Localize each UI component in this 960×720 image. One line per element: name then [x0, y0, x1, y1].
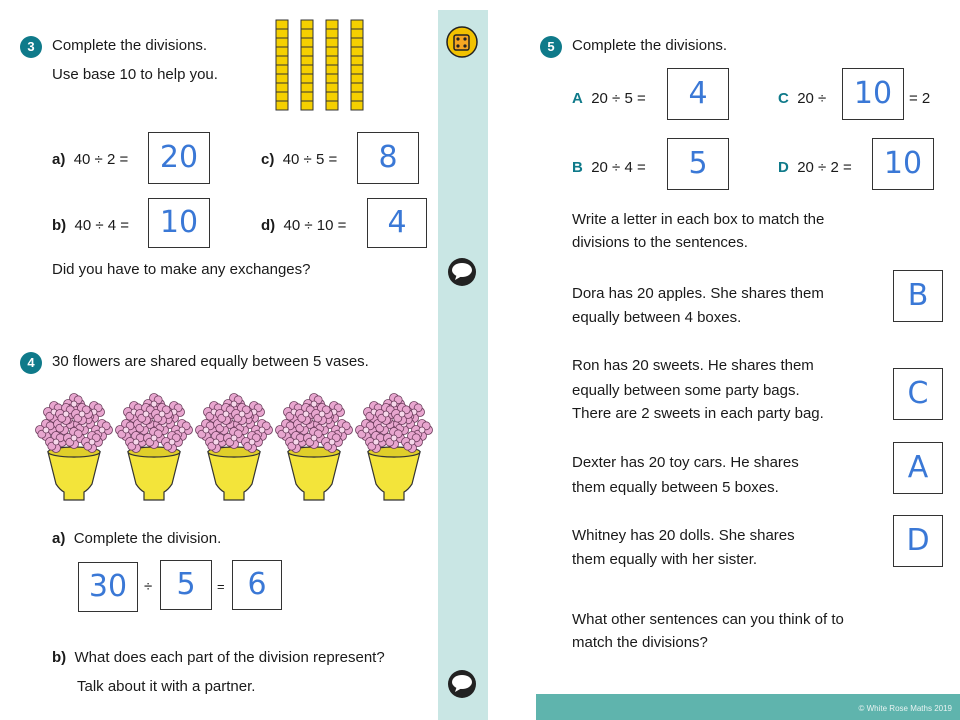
- talk-bubble-icon: [447, 669, 477, 699]
- q5-letter-a: A: [572, 90, 583, 107]
- q4-quotient-box[interactable]: 6: [232, 560, 282, 610]
- q5b-expression: 20 ÷ 4 =: [591, 159, 646, 176]
- copyright-text: © White Rose Maths 2019: [858, 704, 952, 713]
- page-footer: [536, 694, 960, 720]
- base-ten-rods-image: [274, 18, 370, 114]
- q5d-answer-box[interactable]: 10: [872, 138, 934, 190]
- q5c-suffix: = 2: [909, 90, 931, 107]
- sentence-4-line2: them equally with her sister.: [572, 551, 758, 568]
- q5a-answer-box[interactable]: 4: [667, 68, 729, 120]
- q3a-label: a): [52, 151, 66, 168]
- sentence-2-line2: equally between some party bags.: [572, 382, 800, 399]
- q5-letter-d: D: [778, 159, 789, 176]
- question-number-4: 4: [20, 352, 42, 374]
- q3b-expression: 40 ÷ 4 =: [74, 217, 130, 234]
- q4a-label: a): [52, 530, 66, 547]
- q3b-label: b): [52, 217, 67, 234]
- sentence-3-line1: Dexter has 20 toy cars. He shares: [572, 454, 799, 471]
- q3-subtitle: Use base 10 to help you.: [52, 66, 218, 83]
- q5-title: Complete the divisions.: [572, 37, 728, 54]
- q3c-expression: 40 ÷ 5 =: [282, 151, 338, 168]
- q3c-answer-box[interactable]: 8: [357, 132, 419, 184]
- q5-letter-b: B: [572, 159, 583, 176]
- sentence-3-line2: them equally between 5 boxes.: [572, 479, 779, 496]
- q5a-expression: 20 ÷ 5 =: [591, 90, 646, 107]
- sentence-2-answer-box[interactable]: C: [893, 368, 943, 420]
- talk-bubble-icon: [447, 257, 477, 287]
- q3d-expression: 40 ÷ 10 =: [283, 217, 347, 234]
- equals-sign: =: [217, 579, 225, 594]
- q4-divisor-box[interactable]: 5: [160, 560, 212, 610]
- flower-vases-image: [34, 392, 434, 504]
- q3a-expression: 40 ÷ 2 =: [73, 151, 129, 168]
- q4b-text-line1: What does each part of the division represent?: [74, 649, 385, 666]
- q5c-expression: 20 ÷: [797, 90, 827, 107]
- question-number-5: 5: [540, 36, 562, 58]
- dice-icon: [446, 26, 478, 58]
- q5-letter-c: C: [778, 90, 789, 107]
- division-sign: ÷: [144, 578, 153, 595]
- q5c-answer-box[interactable]: 10: [842, 68, 904, 120]
- q3c-label: c): [261, 151, 275, 168]
- q5-closing-line2: match the divisions?: [572, 634, 708, 651]
- sentence-1-line1: Dora has 20 apples. She shares them: [572, 285, 824, 302]
- sentence-1-answer-box[interactable]: B: [893, 270, 943, 322]
- q5d-expression: 20 ÷ 2 =: [797, 159, 852, 176]
- q4-dividend-box[interactable]: 30: [78, 562, 138, 612]
- sentence-2-line3: There are 2 sweets in each party bag.: [572, 405, 824, 422]
- question-number-3: 3: [20, 36, 42, 58]
- margin-strip: [438, 10, 488, 720]
- sentence-3-answer-box[interactable]: A: [893, 442, 943, 494]
- q4b-text-line2: Talk about it with a partner.: [77, 678, 256, 695]
- q4b-label: b): [52, 649, 67, 666]
- sentence-4-line1: Whitney has 20 dolls. She shares: [572, 527, 795, 544]
- q5-closing-line1: What other sentences can you think of to: [572, 611, 844, 628]
- q5-instruction-line2: divisions to the sentences.: [572, 234, 748, 251]
- q3-title: Complete the divisions.: [52, 37, 208, 54]
- q5b-answer-box[interactable]: 5: [667, 138, 729, 190]
- q3-question: Did you have to make any exchanges?: [52, 261, 311, 278]
- q4a-text: Complete the division.: [73, 530, 222, 547]
- q5-instruction-line1: Write a letter in each box to match the: [572, 211, 825, 228]
- q3d-label: d): [261, 217, 276, 234]
- sentence-2-line1: Ron has 20 sweets. He shares them: [572, 357, 814, 374]
- sentence-1-line2: equally between 4 boxes.: [572, 309, 742, 326]
- q3a-answer-box[interactable]: 20: [148, 132, 210, 184]
- sentence-4-answer-box[interactable]: D: [893, 515, 943, 567]
- q3d-answer-box[interactable]: 4: [367, 198, 427, 248]
- q3b-answer-box[interactable]: 10: [148, 198, 210, 248]
- q4-title: 30 flowers are shared equally between 5 vases.: [52, 353, 369, 370]
